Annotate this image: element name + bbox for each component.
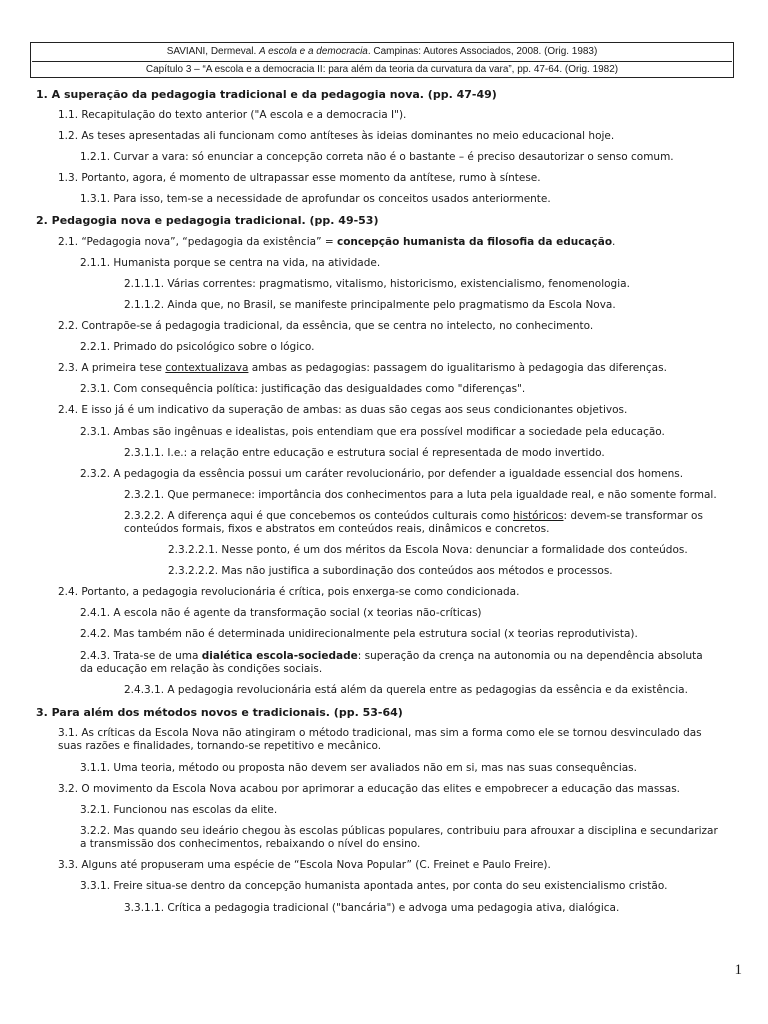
outline-item: 2.3.2. A pedagogia da essência possui um caráter revolucionário, por defender a igualdade essencial dos homens.	[80, 468, 684, 480]
outline-item: 3.1.1. Uma teoria, método ou proposta não devem ser avaliados não em si, mas nas suas consequências.	[80, 762, 637, 774]
outline-item: 3.2.2. Mas quando seu ideário chegou às escolas públicas populares, contribuiu para afrouxar a disciplina e secundarizar	[80, 825, 718, 837]
outline-item: 2.3.2.2.2. Mas não justifica a subordinação dos conteúdos aos métodos e processos.	[168, 565, 613, 577]
outline-item: 2.1.1.1. Várias correntes: pragmatismo, vitalismo, historicismo, existencialismo, fenomenologia.	[124, 278, 630, 290]
outline-item: 2.3.2.2.1. Nesse ponto, é um dos méritos da Escola Nova: denunciar a formalidade dos conteúdos.	[168, 544, 688, 556]
outline-item	[124, 510, 703, 523]
outline-item	[58, 362, 667, 375]
outline-item: 1.3. Portanto, agora, é momento de ultrapassar esse momento da antítese, rumo à síntese.	[58, 172, 541, 184]
outline-item: 2.3.1.1. I.e.: a relação entre educação e estrutura social é representada de modo invertido.	[124, 447, 605, 459]
outline-item: 3.3. Alguns até propuseram uma espécie de “Escola Nova Popular” (C. Freinet e Paulo Freire).	[58, 859, 551, 871]
outline-item: 3.2.1. Funcionou nas escolas da elite.	[80, 804, 278, 816]
outline-item: 3.3.1.1. Crítica a pedagogia tradicional ("bancária") e advoga uma pedagogia ativa, dialógica.	[124, 902, 620, 914]
section-heading-2: 2. Pedagogia nova e pedagogia tradicional. (pp. 49-53)	[36, 214, 379, 227]
page-number: 1	[734, 962, 742, 978]
outline-item: 3.3.1. Freire situa-se dentro da concepção humanista apontada antes, por conta do seu existencialismo cristão.	[80, 880, 668, 892]
outline-item-continuation: da educação em relação às condições sociais.	[80, 663, 323, 675]
outline-item-continuation: conteúdos formais, fixos e abstratos em conteúdos reais, dinâmicos e concretos.	[124, 523, 550, 535]
outline-item: 2.4.1. A escola não é agente da transformação social (x teorias não-críticas)	[80, 607, 482, 619]
outline-item-continuation: suas razões e finalidades, tornando-se repetitivo e mecânico.	[58, 740, 382, 752]
outline-item: 2.2. Contrapõe-se á pedagogia tradicional, da essência, que se centra no intelecto, no conhecimento.	[58, 320, 594, 332]
outline-item: 2.1.1.2. Ainda que, no Brasil, se manifeste principalmente pelo pragmatismo da Escola Nova.	[124, 299, 616, 311]
outline-item: 2.1.1. Humanista porque se centra na vida, na atividade.	[80, 257, 381, 269]
outline-item: 2.3.2.1. Que permanece: importância dos conhecimentos para a luta pela igualdade real, e não somente formal.	[124, 489, 717, 501]
outline-text: .	[612, 236, 616, 248]
reference-author: SAVIANI, Dermeval.	[166, 46, 260, 57]
reference-line	[32, 46, 732, 57]
reference-book-title: A escola e a democracia	[259, 46, 368, 57]
outline-text: 2.3. A primeira tese	[58, 362, 166, 374]
reference-publisher: . Campinas: Autores Associados, 2008. (Orig. 1983)	[367, 46, 598, 57]
outline-emphasis: dialética escola-sociedade	[201, 650, 358, 662]
outline-item: 2.2.1. Primado do psicológico sobre o lógico.	[80, 341, 315, 353]
outline-item: 2.4. E isso já é um indicativo da superação de ambas: as duas são cegas aos seus condicionantes objetivos.	[58, 404, 628, 416]
outline-text: 2.4.3. Trata-se de uma	[80, 650, 202, 662]
outline-item: 2.4. Portanto, a pedagogia revolucionária é crítica, pois enxerga-se como condicionada.	[58, 586, 520, 598]
outline-item: 1.1. Recapitulação do texto anterior ("A escola e a democracia I").	[58, 109, 407, 121]
outline-text: : devem-se transformar os	[563, 510, 703, 522]
outline-item: 2.3.1. Ambas são ingênuas e idealistas, pois entendiam que era possível modificar a sociedade pela educação.	[80, 426, 665, 438]
outline-item: 1.3.1. Para isso, tem-se a necessidade de aprofundar os conceitos usados anteriormente.	[80, 193, 551, 205]
outline-item: 1.2. As teses apresentadas ali funcionam como antíteses às ideias dominantes no meio educacional hoje.	[58, 130, 615, 142]
section-heading-3: 3. Para além dos métodos novos e tradicionais. (pp. 53-64)	[36, 706, 403, 719]
outline-underlined: históricos	[513, 510, 564, 522]
outline-item	[80, 650, 703, 663]
outline-text: ambas as pedagogias: passagem do igualitarismo à pedagogia das diferenças.	[248, 362, 667, 374]
outline-text: : superação da crença na autonomia ou na dependência absoluta	[357, 650, 703, 662]
outline-item: 1.2.1. Curvar a vara: só enunciar a concepção correta não é o bastante – é preciso desautorizar o senso comum.	[80, 151, 674, 163]
section-heading-1: 1. A superação da pedagogia tradicional e da pedagogia nova. (pp. 47-49)	[36, 88, 497, 101]
chapter-line: Capítulo 3 – “A escola e a democracia II: para além da teoria da curvatura da vara”, pp. 47-64. (Orig. 1982)	[32, 61, 732, 76]
outline-item: 2.4.2. Mas também não é determinada unidirecionalmente pela estrutura social (x teorias reprodutivista).	[80, 628, 638, 640]
outline-item: 2.3.1. Com consequência política: justificação das desigualdades como "diferenças".	[80, 383, 526, 395]
outline-item: 2.4.3.1. A pedagogia revolucionária está além da querela entre as pedagogias da essência e da existência.	[124, 684, 688, 696]
outline-text: 2.3.2.2. A diferença aqui é que concebemos os conteúdos culturais como	[124, 510, 514, 522]
outline-item: 3.1. As críticas da Escola Nova não atingiram o método tradicional, mas sim a forma como ele se tornou desvinculado das	[58, 727, 702, 739]
outline-item	[58, 236, 615, 249]
outline-emphasis: concepção humanista da filosofia da educação	[336, 236, 613, 248]
outline-item: 3.2. O movimento da Escola Nova acabou por aprimorar a educação das elites e empobrecer a educação das massas.	[58, 783, 681, 795]
outline-item-continuation: a transmissão dos conhecimentos, rebaixando o nível do ensino.	[80, 838, 421, 850]
outline-text: 2.1. “Pedagogia nova”, “pedagogia da existência” =	[58, 236, 337, 248]
reference-header-box	[30, 42, 734, 78]
outline-underlined: contextualizava	[165, 362, 249, 374]
